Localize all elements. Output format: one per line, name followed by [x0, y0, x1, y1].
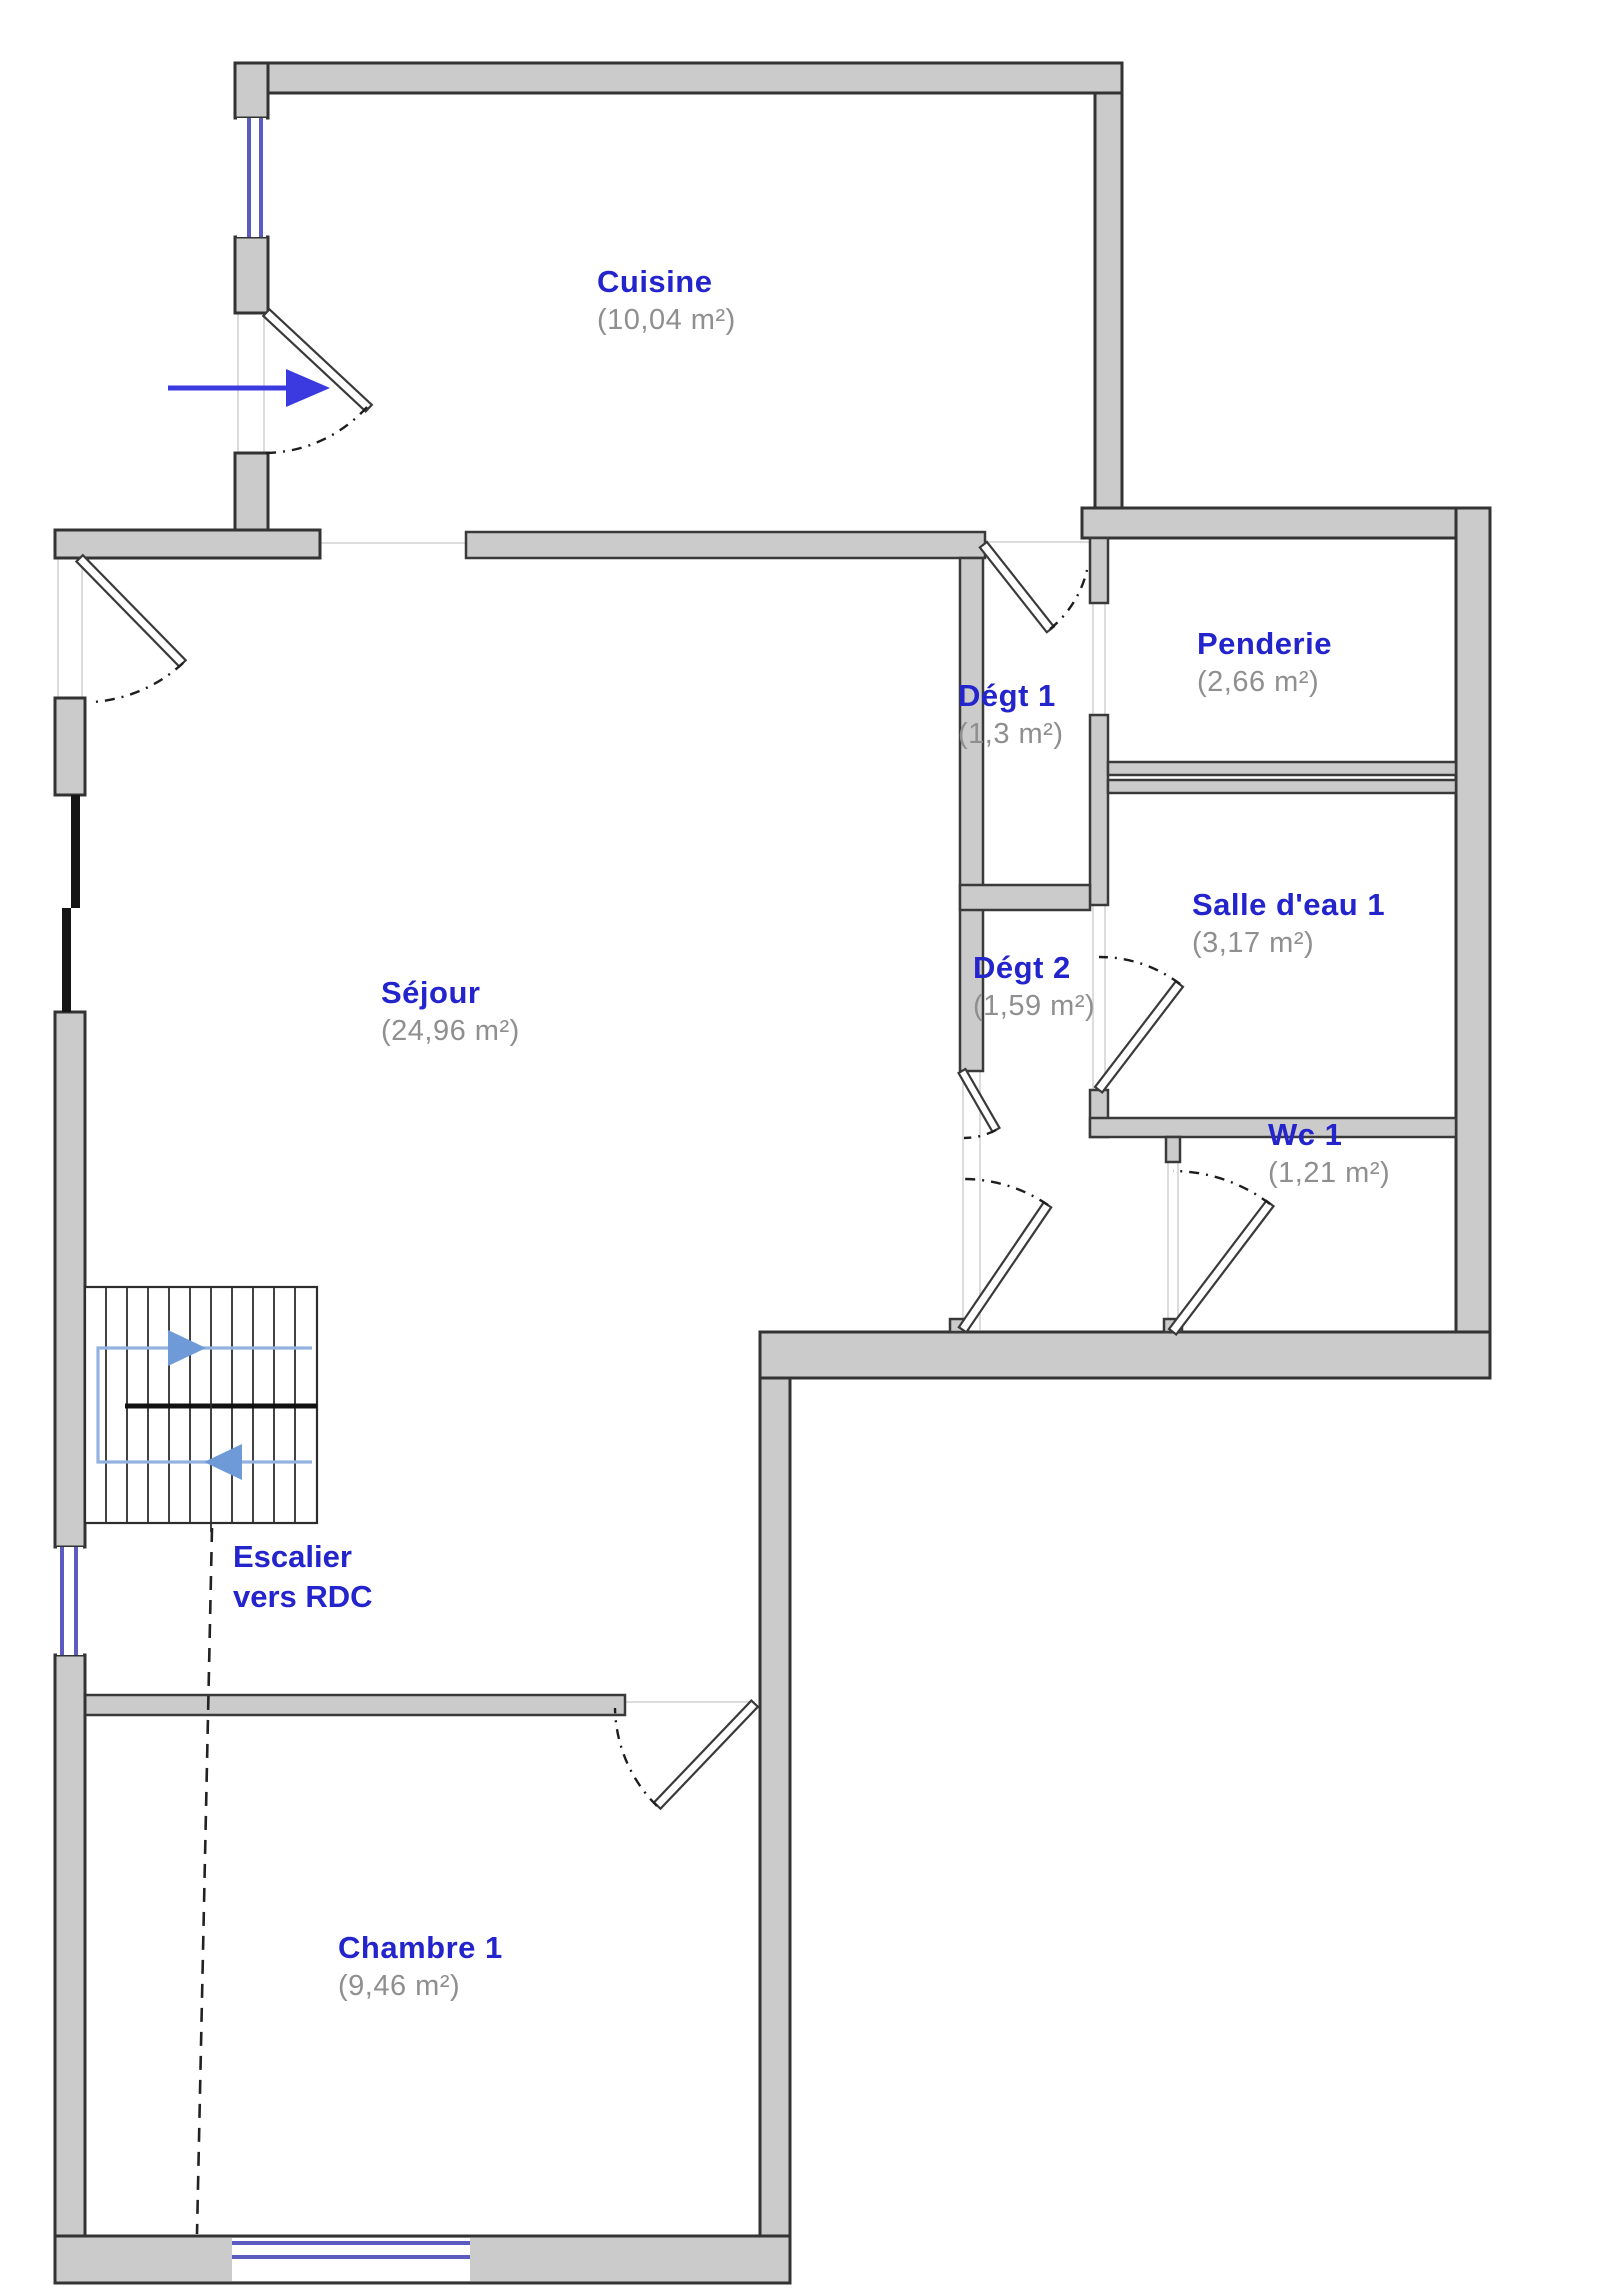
wall-left-b — [55, 1012, 85, 1547]
window-chambre-bottom — [232, 2238, 470, 2281]
room-label-penderie — [1197, 628, 1332, 697]
room-name: Wc 1 — [1268, 1117, 1343, 1152]
room-label-wc1 — [1268, 1119, 1390, 1188]
wall-wc-left-stub — [1166, 1137, 1180, 1162]
sliding-bay-icon — [62, 795, 80, 1012]
room-area: (1,59 m²) — [973, 990, 1096, 1022]
room-area: (9,46 m²) — [338, 1970, 461, 2002]
door-wc — [1169, 1171, 1274, 1334]
staircase — [85, 1287, 317, 1532]
stairs-caption-line2: vers RDC — [233, 1578, 373, 1614]
room-name: Dégt 2 — [973, 950, 1071, 985]
room-label-chambre1 — [338, 1932, 503, 2001]
wall-chambre-top — [85, 1695, 625, 1715]
wall-left-chambre — [55, 1655, 85, 2283]
room-name: Séjour — [381, 975, 481, 1010]
room-label-cuisine — [597, 266, 736, 335]
wall-cuisine-left-mid — [235, 237, 268, 313]
wall-degt-divider — [960, 885, 1090, 910]
wall-cuisine-left-low — [235, 453, 268, 535]
room-label-degt1 — [958, 680, 1064, 749]
wall-penderie-bottom-a — [1108, 762, 1456, 775]
door-degt2-main — [959, 1179, 1051, 1332]
room-name: Salle d'eau 1 — [1192, 887, 1386, 922]
room-label-salle-deau — [1192, 889, 1385, 958]
wall-exterior-right — [1456, 508, 1490, 1378]
wall-penderie-left-lower — [1090, 715, 1108, 905]
room-area: (3,17 m²) — [1192, 927, 1315, 959]
wall-penderie-top — [1082, 508, 1490, 538]
door-salledeau — [1095, 957, 1183, 1092]
door-chambre — [615, 1701, 758, 1809]
stairs-caption — [233, 1537, 373, 1616]
room-label-sejour — [381, 977, 520, 1046]
stairs-caption-line1: Escalier — [233, 1539, 352, 1574]
wall-penderie-left-stub — [1090, 538, 1108, 603]
door-degt1 — [980, 542, 1087, 632]
room-name: Chambre 1 — [338, 1930, 503, 1965]
room-name: Penderie — [1197, 626, 1332, 661]
wall-penderie-bottom-b — [1108, 780, 1456, 793]
wall-cuisine-left-corner — [235, 63, 268, 118]
wall-sejour-top-right — [466, 532, 985, 558]
entrance-arrow-icon — [168, 369, 330, 407]
door-entrance — [263, 309, 372, 453]
wall-left-a — [55, 698, 85, 795]
window-cuisine-left — [237, 118, 266, 237]
wall-cuisine-right — [1095, 93, 1122, 508]
room-name: Dégt 1 — [958, 678, 1056, 713]
room-area: (24,96 m²) — [381, 1015, 520, 1047]
stairs-axis-dashed-line — [197, 1528, 212, 2234]
room-name: Cuisine — [597, 264, 713, 299]
door-sejour-entry — [76, 555, 185, 702]
room-area: (1,3 m²) — [958, 718, 1064, 750]
window-sejour-left — [57, 1547, 83, 1655]
room-label-degt2 — [973, 952, 1095, 1021]
wall-chambre-right — [760, 1378, 790, 2283]
room-area: (1,21 m²) — [1268, 1157, 1391, 1189]
wall-sejour-top-left — [55, 530, 320, 558]
wall-rightsection-bottom — [760, 1332, 1490, 1378]
room-area: (2,66 m²) — [1197, 666, 1320, 698]
room-area: (10,04 m²) — [597, 304, 736, 336]
wall-cuisine-top — [235, 63, 1122, 93]
